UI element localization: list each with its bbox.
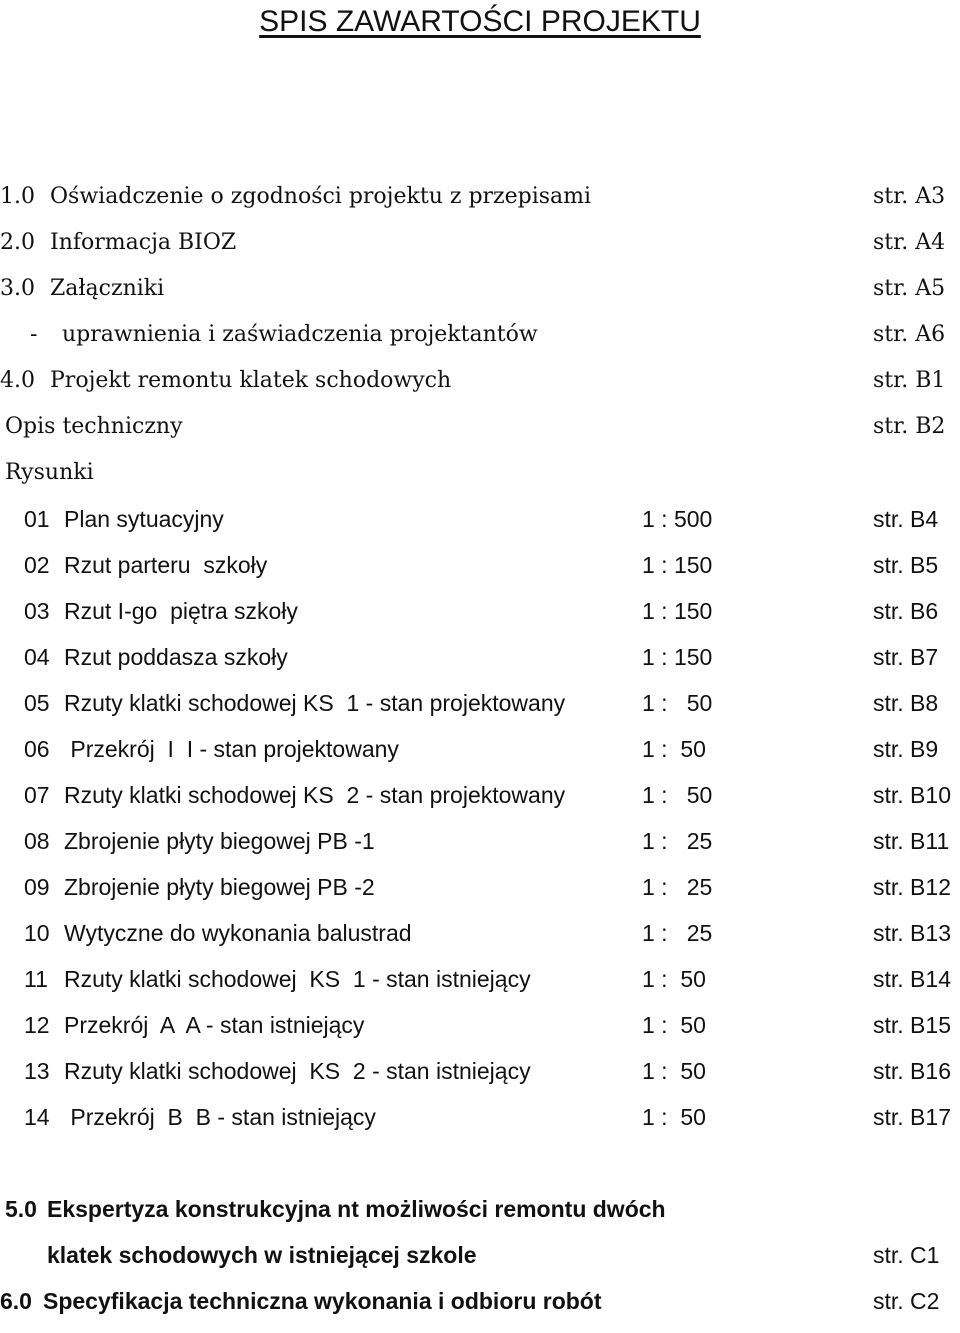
opis-label: Opis techniczny: [5, 414, 183, 439]
drawing-title: Rzuty klatki schodowej KS 1 - stan istniejący: [64, 966, 531, 992]
section-number: 2.0: [0, 230, 35, 255]
drawing-title: Przekrój B B - stan istniejący: [64, 1104, 376, 1130]
drawing-row: [0, 643, 960, 689]
page-ref: str. B2: [873, 414, 946, 439]
section-item: [0, 229, 960, 275]
page-ref: str. B5: [873, 552, 939, 578]
drawing-scale: 1 : 50: [642, 1058, 706, 1084]
page-title: SPIS ZAWARTOŚCI PROJEKTU: [259, 5, 701, 38]
section-dash: -: [30, 322, 38, 347]
drawing-title: Rzut poddasza szkoły: [64, 644, 288, 670]
page-ref: str. A3: [873, 184, 946, 209]
page-ref: str. C1: [873, 1242, 940, 1268]
section-item: [0, 1287, 960, 1333]
rysunki-label: Rysunki: [5, 460, 94, 485]
page-ref: str. A6: [873, 322, 946, 347]
drawing-row: [0, 965, 960, 1011]
page-ref: str. B11: [873, 828, 950, 854]
drawing-title: Rzut parteru szkoły: [64, 552, 268, 578]
page-ref: str. B15: [873, 1012, 951, 1038]
drawing-scale: 1 : 50: [642, 736, 706, 762]
drawing-row: [0, 551, 960, 597]
drawing-title: Rzut I-go piętra szkoły: [64, 598, 298, 624]
drawing-number: 10: [24, 920, 50, 946]
drawing-number: 01: [24, 506, 50, 532]
drawing-title: Zbrojenie płyty biegowej PB -2: [64, 874, 375, 900]
section-item: [0, 1195, 960, 1241]
drawing-row: [0, 919, 960, 965]
page-ref: str. B4: [873, 506, 939, 532]
section-number: 3.0: [0, 276, 35, 301]
drawing-scale: 1 : 50: [642, 1104, 706, 1130]
drawing-scale: 1 : 500: [642, 506, 713, 532]
drawing-scale: 1 : 150: [642, 552, 713, 578]
drawing-row: [0, 505, 960, 551]
drawing-title: Plan sytuacyjny: [64, 506, 224, 532]
section-label: Projekt remontu klatek schodowych: [50, 368, 452, 393]
drawing-row: [0, 827, 960, 873]
drawing-scale: 1 : 50: [642, 1012, 706, 1038]
rysunki-heading: [0, 459, 960, 505]
section-item: [0, 367, 960, 413]
drawing-number: 04: [24, 644, 50, 670]
section-label: klatek schodowych w istniejącej szkole: [47, 1242, 477, 1268]
page-ref: str. B9: [873, 736, 939, 762]
drawing-row: [0, 1011, 960, 1057]
page-ref: str. C2: [873, 1288, 940, 1314]
opis-techniczny: [0, 413, 960, 459]
section-subitem: [0, 321, 960, 367]
drawing-title: Rzuty klatki schodowej KS 2 - stan projektowany: [64, 782, 566, 808]
drawing-number: 05: [24, 690, 50, 716]
drawing-number: 03: [24, 598, 50, 624]
drawing-row: [0, 597, 960, 643]
section-label: Ekspertyza konstrukcyjna nt możliwości remontu dwóch: [47, 1196, 666, 1222]
drawing-number: 11: [24, 966, 48, 992]
drawing-scale: 1 : 25: [642, 920, 713, 946]
page-ref: str. B17: [873, 1104, 951, 1130]
drawing-scale: 1 : 50: [642, 782, 713, 808]
drawing-scale: 1 : 25: [642, 874, 713, 900]
section-label: uprawnienia i zaświadczenia projektantów: [62, 322, 538, 347]
section-item: [0, 183, 960, 229]
drawing-title: Przekrój A A - stan istniejący: [64, 1012, 365, 1038]
drawing-number: 14: [24, 1104, 50, 1130]
page-ref: str. B8: [873, 690, 939, 716]
drawing-row: [0, 735, 960, 781]
page-ref: str. B16: [873, 1058, 951, 1084]
drawing-number: 12: [24, 1012, 50, 1038]
section-label: Informacja BIOZ: [50, 230, 237, 255]
drawing-scale: 1 : 150: [642, 598, 713, 624]
drawing-number: 07: [24, 782, 50, 808]
page-ref: str. B12: [873, 874, 951, 900]
page-ref: str. B14: [873, 966, 951, 992]
drawing-row: [0, 1103, 960, 1149]
section-number: 1.0: [0, 184, 35, 209]
drawing-row: [0, 873, 960, 919]
page-ref: str. B13: [873, 920, 951, 946]
section-number: 6.0: [0, 1288, 32, 1314]
drawing-number: 09: [24, 874, 50, 900]
section-number: 5.0: [5, 1196, 37, 1222]
section-item: [0, 275, 960, 321]
drawing-title: Przekrój I I - stan projektowany: [64, 736, 399, 762]
drawing-scale: 1 : 50: [642, 690, 713, 716]
page-ref: str. B1: [873, 368, 946, 393]
drawing-number: 02: [24, 552, 50, 578]
drawing-title: Zbrojenie płyty biegowej PB -1: [64, 828, 375, 854]
drawing-title: Wytyczne do wykonania balustrad: [64, 920, 412, 946]
section-label: Załączniki: [50, 276, 165, 301]
drawing-scale: 1 : 50: [642, 966, 706, 992]
page-ref: str. B10: [873, 782, 951, 808]
section-label: Specyfikacja techniczna wykonania i odbioru robót: [43, 1288, 602, 1314]
drawing-row: [0, 689, 960, 735]
page-ref: str. B6: [873, 598, 939, 624]
drawing-scale: 1 : 150: [642, 644, 713, 670]
drawing-number: 13: [24, 1058, 50, 1084]
drawing-row: [0, 1057, 960, 1103]
page-ref: str. A4: [873, 230, 946, 255]
drawing-number: 06: [24, 736, 50, 762]
drawing-title: Rzuty klatki schodowej KS 1 - stan projektowany: [64, 690, 566, 716]
drawing-scale: 1 : 25: [642, 828, 713, 854]
section-label: Oświadczenie o zgodności projektu z przepisami: [50, 184, 592, 209]
page-ref: str. A5: [873, 276, 946, 301]
section-number: 4.0: [0, 368, 35, 393]
drawing-title: Rzuty klatki schodowej KS 2 - stan istniejący: [64, 1058, 531, 1084]
page-ref: str. B7: [873, 644, 939, 670]
drawing-row: [0, 781, 960, 827]
drawing-number: 08: [24, 828, 50, 854]
section-item-continued: [0, 1241, 960, 1287]
